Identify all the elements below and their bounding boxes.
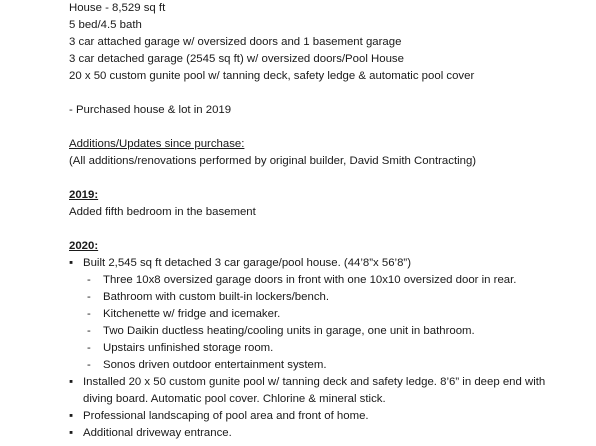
spacer	[69, 119, 596, 136]
square-bullet-icon: ▪	[69, 427, 74, 439]
list-item	[69, 272, 596, 289]
square-bullet-icon: ▪	[69, 257, 74, 269]
list-item	[69, 374, 596, 391]
section-heading-2020: 2020:	[69, 240, 99, 252]
list-item	[69, 425, 596, 442]
spacer	[69, 170, 596, 187]
list-item	[69, 289, 596, 306]
list-item-text: Professional landscaping of pool area and front of home.	[83, 410, 369, 422]
additions-note: (All additions/renovations performed by original builder, David Smith Contracting)	[69, 155, 477, 167]
dash-bullet-icon: -	[87, 291, 91, 303]
dash-bullet-icon: -	[87, 325, 91, 337]
additions-title: Additions/Updates since purchase:	[69, 138, 245, 150]
spacer	[69, 85, 596, 102]
property-line: House - 8,529 sq ft	[69, 2, 166, 14]
list-item-text: Kitchenette w/ fridge and icemaker.	[103, 308, 281, 320]
list-item-text: Sonos driven outdoor entertainment system.	[103, 359, 327, 371]
list-item-text: Installed 20 x 50 custom gunite pool w/ tanning deck and safety ledge. 8’6” in deep end with	[83, 376, 546, 388]
list-item-continuation: diving board. Automatic pool cover. Chlorine & mineral stick.	[83, 393, 386, 405]
property-summary	[69, 0, 596, 85]
dash-bullet-icon: -	[87, 342, 91, 354]
section-text-2019: Added fifth bedroom in the basement	[69, 206, 256, 218]
property-line: 5 bed/4.5 bath	[69, 19, 142, 31]
list-item-text: Built 2,545 sq ft detached 3 car garage/pool house. (44’8”x 56’8”)	[83, 257, 412, 269]
list-2020	[69, 255, 596, 442]
list-item-text: Upstairs unfinished storage room.	[103, 342, 274, 354]
list-item	[69, 357, 596, 374]
list-item	[69, 323, 596, 340]
dash-bullet-icon: -	[87, 274, 91, 286]
property-line: 3 car detached garage (2545 sq ft) w/ oversized doors/Pool House	[69, 53, 404, 65]
list-item	[69, 255, 596, 272]
section-heading-2019: 2019:	[69, 189, 99, 201]
purchase-note: - Purchased house & lot in 2019	[69, 104, 232, 116]
spacer	[69, 221, 596, 238]
list-item	[69, 306, 596, 323]
dash-bullet-icon: -	[87, 359, 91, 371]
square-bullet-icon: ▪	[69, 410, 74, 422]
property-line: 20 x 50 custom gunite pool w/ tanning deck, safety ledge & automatic pool cover	[69, 70, 475, 82]
list-item	[69, 340, 596, 357]
list-item-text: Three 10x8 oversized garage doors in front with one 10x10 oversized door in rear.	[103, 274, 517, 286]
list-item-text: Additional driveway entrance.	[83, 427, 232, 439]
list-item	[69, 408, 596, 425]
dash-bullet-icon: -	[87, 308, 91, 320]
square-bullet-icon: ▪	[69, 376, 74, 388]
list-item-text: Two Daikin ductless heating/cooling units in garage, one unit in bathroom.	[103, 325, 475, 337]
list-item-text: Bathroom with custom built-in lockers/bench.	[103, 291, 330, 303]
property-line: 3 car attached garage w/ oversized doors and 1 basement garage	[69, 36, 402, 48]
